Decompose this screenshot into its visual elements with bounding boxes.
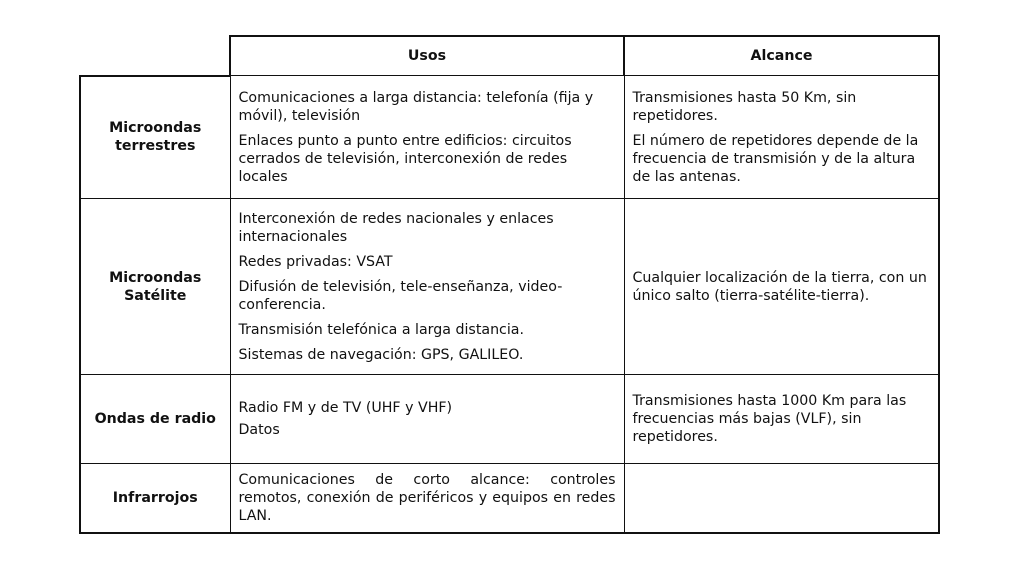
usos-item: Transmisión telefónica a larga distancia.	[238, 321, 525, 338]
usos-item: Redes privadas: VSAT	[238, 253, 393, 270]
alcance-item: El número de repetidores depende de la frecuencia de transmisión y de la altura de las antenas.	[632, 132, 919, 185]
table-row	[80, 464, 939, 534]
table-row	[80, 76, 939, 199]
comparison-table-wrapper	[79, 35, 938, 534]
row-label-line: Infrarrojos	[112, 490, 198, 506]
usos-cell	[230, 76, 624, 199]
table-row	[80, 375, 939, 464]
usos-item: Difusión de televisión, tele-enseñanza, video-conferencia.	[238, 278, 563, 313]
usos-item: Radio FM y de TV (UHF y VHF)	[238, 400, 453, 416]
usos-item: Comunicaciones a larga distancia: telefonía (fija y móvil), televisión	[238, 89, 594, 124]
comparison-table	[79, 35, 940, 534]
row-label-line: Satélite	[124, 287, 187, 304]
alcance-cell	[624, 199, 939, 375]
usos-cell	[230, 375, 624, 464]
alcance-item: Transmisiones hasta 50 Km, sin repetidores.	[632, 89, 857, 124]
corner-blank-cell	[80, 36, 230, 76]
column-header-usos: Usos	[230, 36, 624, 76]
alcance-cell	[624, 375, 939, 464]
row-label-line: terrestres	[115, 138, 196, 155]
table-row	[80, 199, 939, 375]
usos-item: Datos	[238, 422, 280, 438]
alcance-cell-empty	[624, 464, 939, 534]
row-label	[80, 76, 230, 199]
row-label-line: Ondas de radio	[94, 411, 216, 427]
row-label-line: Microondas	[109, 120, 202, 137]
row-label	[80, 199, 230, 375]
row-label-line: Microondas	[109, 269, 202, 286]
alcance-cell	[624, 76, 939, 199]
column-header-alcance: Alcance	[624, 36, 939, 76]
alcance-item: Cualquier localización de la tierra, con un único salto (tierra-satélite-tierra).	[632, 269, 927, 304]
alcance-item: Transmisiones hasta 1000 Km para las frecuencias más bajas (VLF), sin repetidores.	[632, 393, 907, 445]
usos-item: Interconexión de redes nacionales y enlaces internacionales	[238, 210, 554, 245]
usos-item: Enlaces punto a punto entre edificios: circuitos cerrados de televisión, interconexión de redes locales	[238, 132, 572, 185]
usos-cell	[230, 199, 624, 375]
row-label	[80, 375, 230, 464]
usos-cell	[230, 464, 624, 534]
row-label	[80, 464, 230, 534]
usos-item: Comunicaciones de corto alcance: controles remotos, conexión de periféricos y equipos en redes LAN.	[238, 472, 616, 524]
usos-item: Sistemas de navegación: GPS, GALILEO.	[238, 346, 524, 363]
header-row	[80, 36, 939, 76]
